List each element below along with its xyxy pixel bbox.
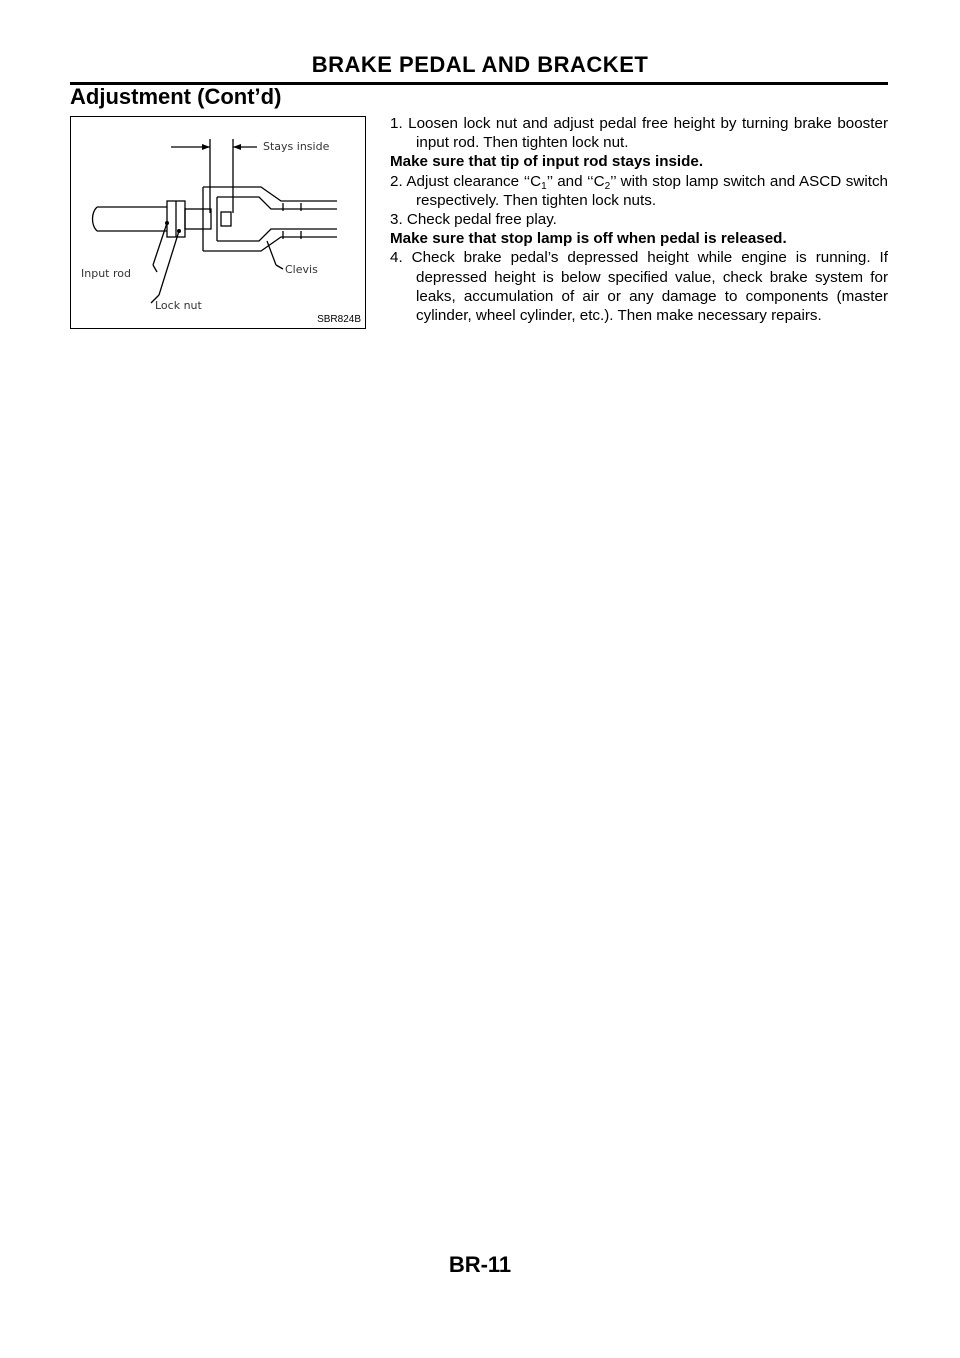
note-input-rod: Make sure that tip of input rod stays inside. <box>390 153 704 171</box>
step-1: 1. Loosen lock nut and adjust pedal free height by turning brake booster input rod. Then tighten lock nut. <box>390 115 888 152</box>
subscript-1: 1 <box>541 180 547 192</box>
step-2-part-a: 2. Adjust clearance ‘‘C <box>390 172 542 190</box>
label-stays-inside: Stays inside <box>263 140 330 153</box>
label-input-rod: Input rod <box>81 267 131 280</box>
body-text <box>390 114 888 325</box>
step-3: 3. Check pedal free play. <box>390 211 557 229</box>
note-stop-lamp: Make sure that stop lamp is off when pedal is released. <box>390 230 787 248</box>
step-2-part-c: ’’ with stop lamp switch and ASCD switch respectively. Then tighten lock nuts. <box>416 172 888 209</box>
figure-code: SBR824B <box>317 314 361 325</box>
label-clevis: Clevis <box>285 263 318 276</box>
section-title: BRAKE PEDAL AND BRACKET <box>311 52 649 77</box>
page-number: BR-11 <box>448 1252 512 1277</box>
step-2-part-b: ’’ and ‘‘C <box>546 172 605 190</box>
subscript-2: 2 <box>604 180 611 192</box>
step-2 <box>390 172 888 210</box>
page-subtitle: Adjustment (Cont’d) <box>70 84 282 109</box>
label-lock-nut: Lock nut <box>155 299 202 312</box>
figure-input-rod-diagram <box>70 116 366 329</box>
step-4: 4. Check brake pedal’s depressed height while engine is running. If depressed height is below specified value, check brake system for leaks, accumulation of air or any damage to components (master cylinder, wheel cylinder, etc.). Then make necessary repairs. <box>390 249 888 325</box>
